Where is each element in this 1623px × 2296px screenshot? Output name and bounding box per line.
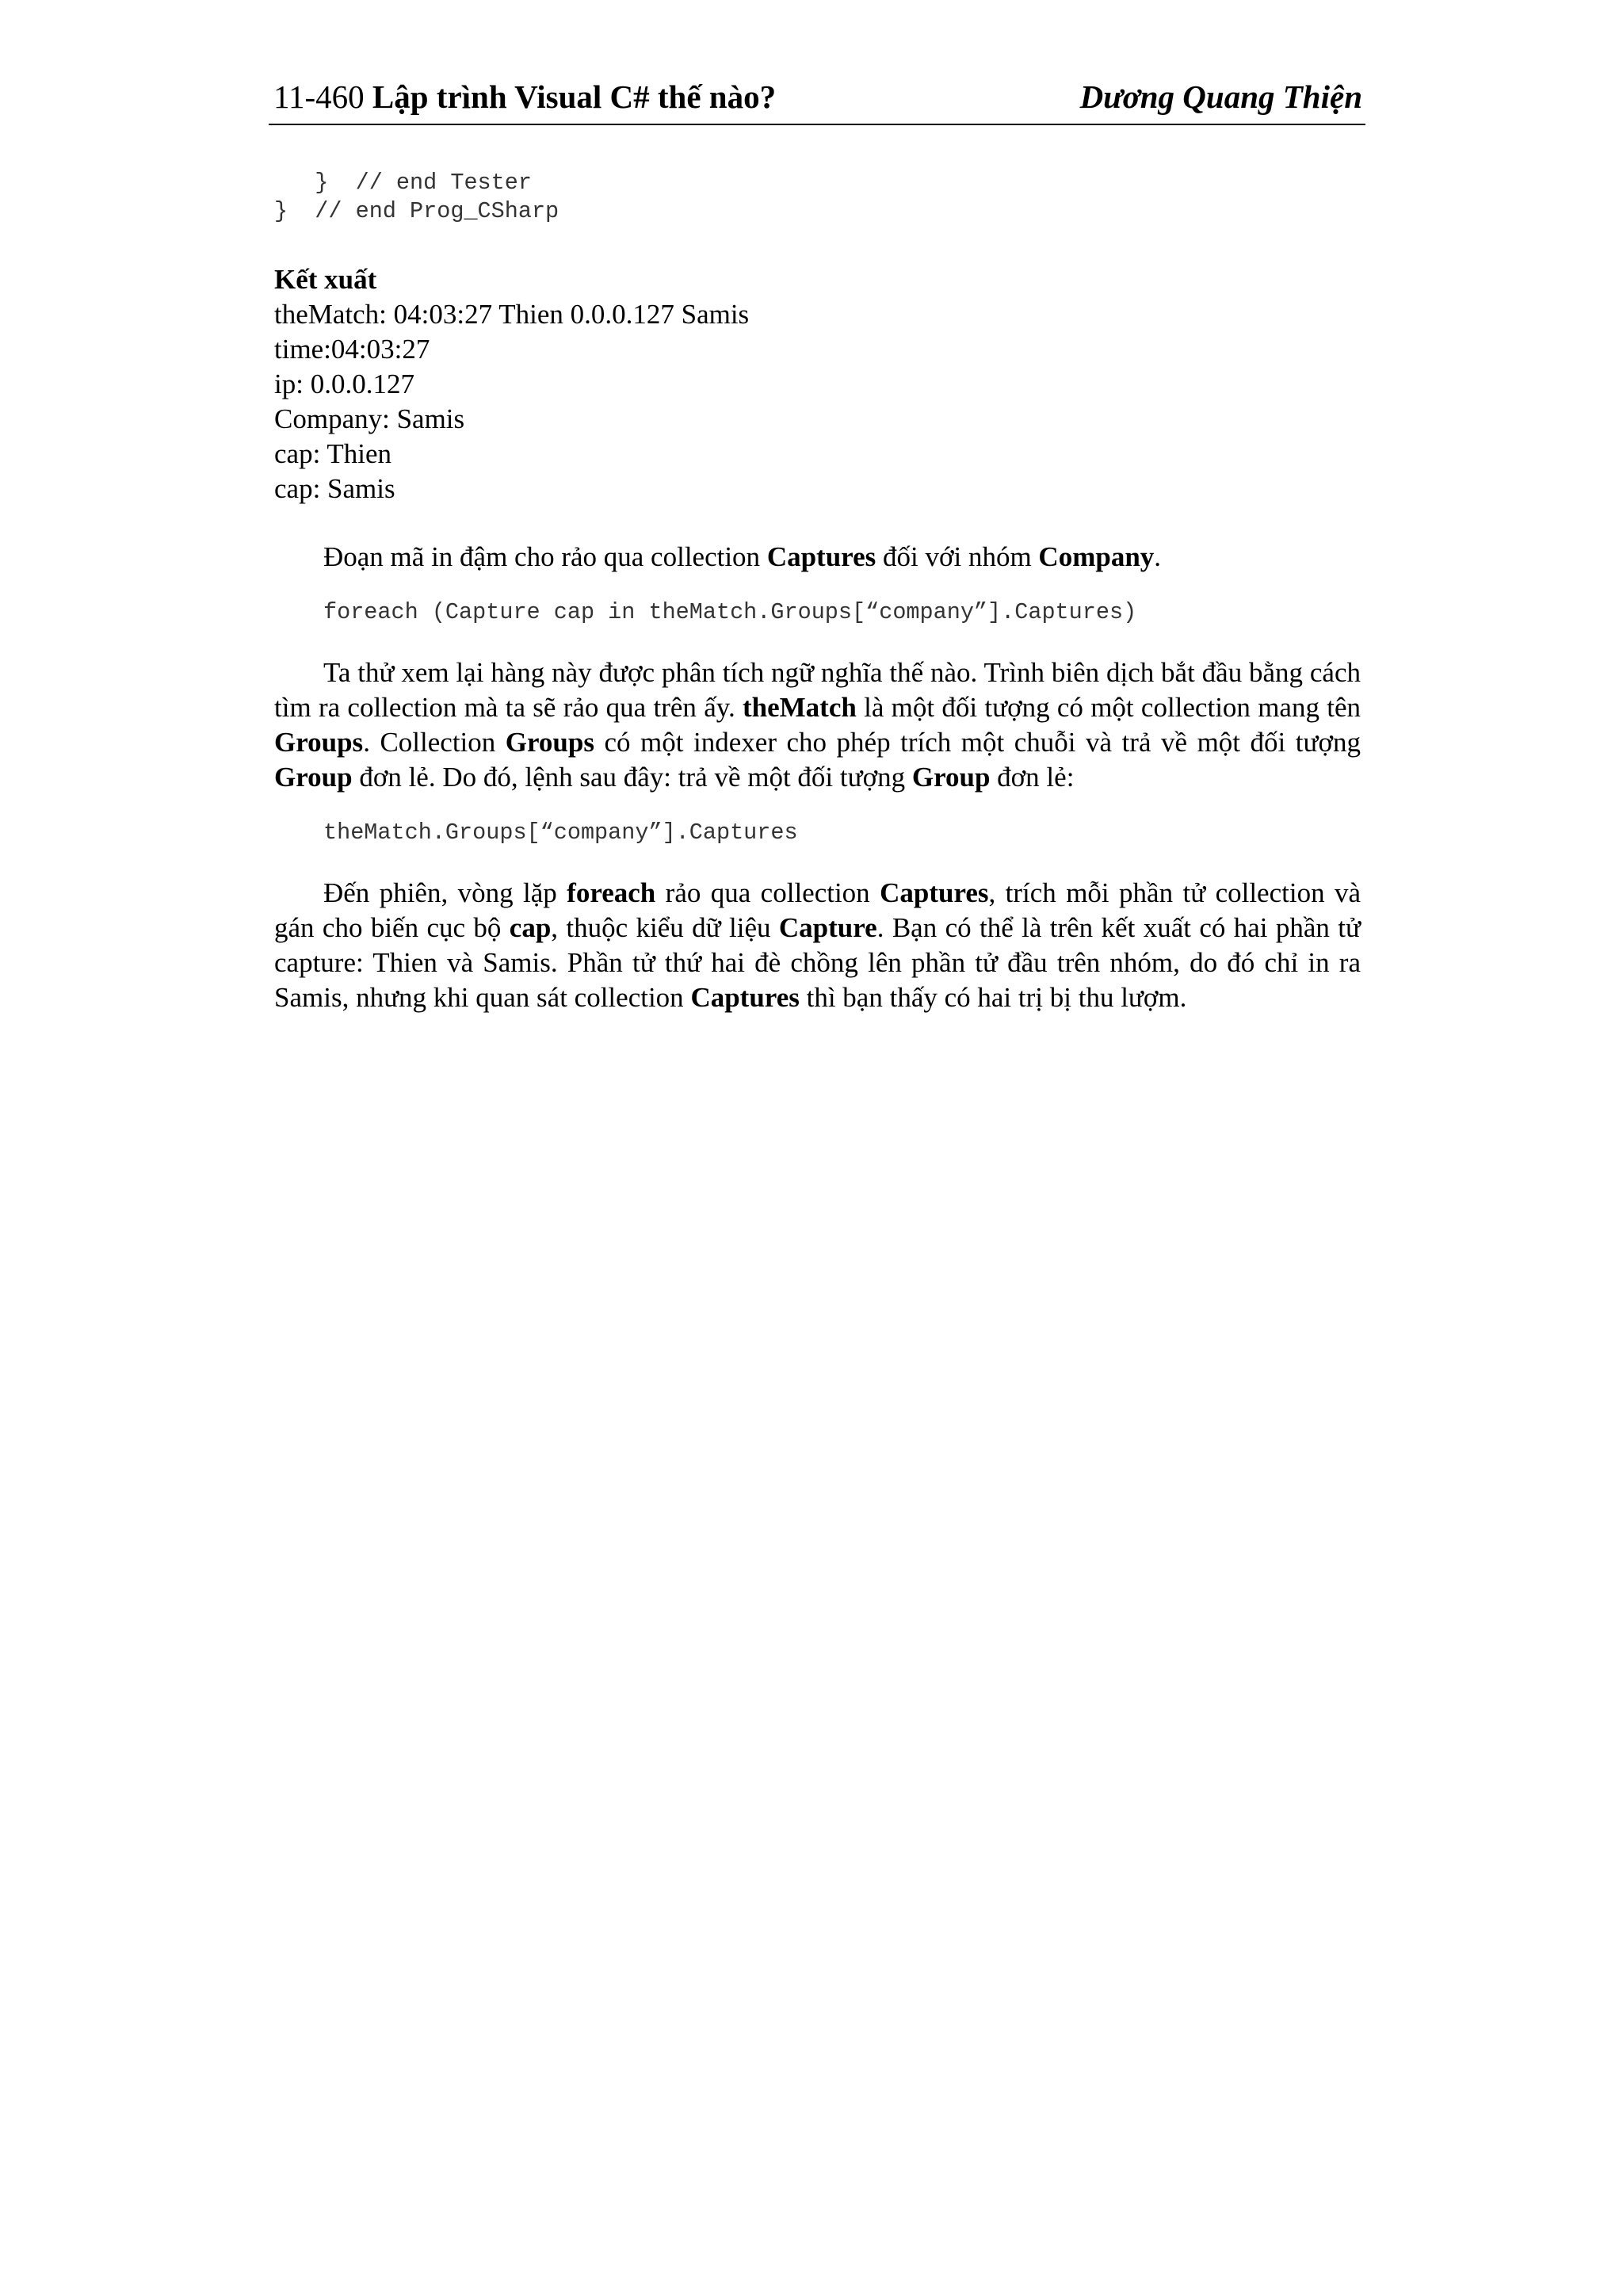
text-run: thì bạn thấy có hai trị bị thu lượm. bbox=[799, 982, 1187, 1013]
bold-term: Groups bbox=[274, 727, 364, 758]
bold-term: Captures bbox=[766, 541, 876, 572]
text-run: , trích mỗi phần tử collection và gán cho biến cục bộ bbox=[274, 877, 1361, 943]
page-content bbox=[274, 169, 1361, 1015]
text-run: đơn lẻ. Do đó, lệnh sau đây: trả về một đối tượng bbox=[352, 762, 912, 793]
text-run: rảo qua collection bbox=[655, 877, 880, 908]
text-run: . bbox=[1154, 541, 1162, 572]
code-snippet-captures: theMatch.Groups[“company”].Captures bbox=[323, 819, 798, 846]
text-run: có một indexer cho phép trích một chuỗi và trả về một đối tượng bbox=[594, 727, 1361, 758]
bold-term: cap bbox=[509, 912, 552, 943]
code-tail-line-2: } // end Prog_CSharp bbox=[274, 198, 559, 224]
page-number: 11-460 bbox=[273, 78, 365, 115]
text-run: . Bạn có thể là trên kết xuất có hai phần tử capture: Thien và Samis. Phần tử thứ hai đè chồng lên phần tử đầu trên nhóm, do đó chỉ in ra Samis, nhưng khi quan sát collection bbox=[274, 912, 1361, 1013]
bold-term: foreach bbox=[567, 877, 656, 908]
code-snippet-foreach: foreach (Capture cap in theMatch.Groups[“company”].Captures) bbox=[323, 599, 1137, 625]
text-run: . Collection bbox=[363, 727, 506, 758]
text-run: Đoạn mã in đậm cho rảo qua collection bbox=[323, 541, 767, 572]
output-line: ip: 0.0.0.127 bbox=[274, 369, 414, 399]
bold-term: theMatch bbox=[742, 692, 857, 723]
bold-term: Group bbox=[911, 762, 991, 793]
output-line: cap: Thien bbox=[274, 438, 392, 469]
paragraph-2 bbox=[274, 655, 1361, 795]
text-run: là một đối tượng có một collection mang tên bbox=[856, 692, 1361, 723]
output-line: theMatch: 04:03:27 Thien 0.0.0.127 Samis bbox=[274, 299, 750, 330]
bold-term: Capture bbox=[778, 912, 877, 943]
bold-term: Groups bbox=[505, 727, 594, 758]
output-section-title: Kết xuất bbox=[274, 264, 377, 295]
text-run: Đến phiên, vòng lặp bbox=[323, 877, 567, 908]
header-title-group bbox=[273, 78, 776, 116]
code-tail-line-1: } // end Tester bbox=[274, 170, 532, 196]
bold-term: Company bbox=[1038, 541, 1155, 572]
book-title: Lập trình Visual C# thế nào? bbox=[372, 78, 777, 115]
bold-term: Captures bbox=[880, 877, 989, 908]
author-name: Dương Quang Thiện bbox=[1079, 78, 1362, 115]
text-run: Ta thử xem lại hàng này được phân tích ngữ nghĩa thế nào. Trình biên dịch bắt đầu bằng cách tìm ra collection mà ta sẽ rảo qua trên ấy. bbox=[274, 657, 1361, 723]
text-run: đối với nhóm bbox=[876, 541, 1039, 572]
output-line: cap: Samis bbox=[274, 473, 395, 504]
paragraph-1 bbox=[274, 540, 1361, 575]
output-line: Company: Samis bbox=[274, 403, 465, 434]
bold-term: Group bbox=[274, 762, 353, 793]
paragraph-3 bbox=[274, 876, 1361, 1015]
text-run: đơn lẻ: bbox=[990, 762, 1075, 793]
page-header bbox=[269, 76, 1365, 125]
bold-term: Captures bbox=[690, 982, 800, 1013]
text-run: , thuộc kiểu dữ liệu bbox=[551, 912, 779, 943]
output-line: time:04:03:27 bbox=[274, 334, 430, 365]
